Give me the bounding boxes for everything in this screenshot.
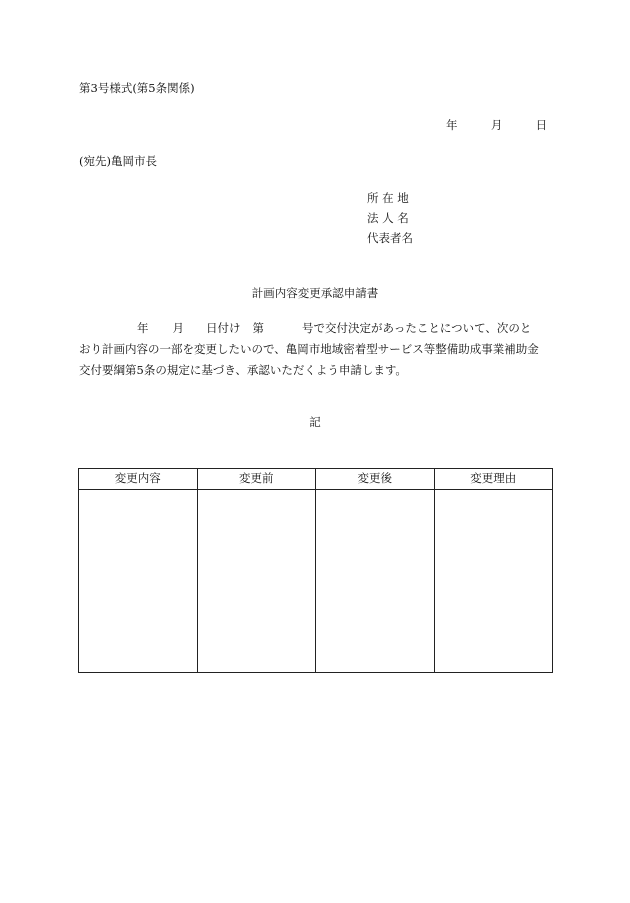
field-corporation-name-label: 法 人 名 <box>367 211 409 225</box>
header-before-change: 変更前 <box>197 469 316 490</box>
table-header-row <box>79 469 553 490</box>
body-line-2: おり計画内容の一部を変更したいので、亀岡市地域密着型サービス等整備助成事業補助金 <box>79 342 539 356</box>
body-line-3: 交付要綱第5条の規定に基づき、承認いただくよう申請します。 <box>79 363 407 377</box>
document-title: 計画内容変更承認申請書 <box>251 286 379 300</box>
header-change-content: 変更内容 <box>79 469 198 490</box>
table-row <box>79 490 553 673</box>
field-address-label: 所 在 地 <box>367 191 409 205</box>
field-representative-label: 代表者名 <box>367 231 413 245</box>
applicant-fields <box>367 193 413 253</box>
body-line-1 <box>79 323 553 344</box>
date-day-label: 日 <box>535 118 548 132</box>
date-year-label: 年 <box>446 118 458 132</box>
header-after-change: 変更後 <box>316 469 435 490</box>
body-number-prefix: 第 <box>252 321 264 335</box>
cell-before-change[interactable] <box>197 490 316 673</box>
form-number: 第3号様式(第5条関係) <box>79 81 195 95</box>
addressee: (宛先)亀岡市長 <box>79 154 157 168</box>
cell-after-change[interactable] <box>316 490 435 673</box>
date-month-label: 月 <box>490 118 503 132</box>
change-table <box>78 468 553 673</box>
header-change-reason: 変更理由 <box>434 469 553 490</box>
body-year-label: 年 <box>137 321 149 335</box>
cell-change-reason[interactable] <box>434 490 553 673</box>
ki-heading: 記 <box>309 415 321 429</box>
body-line-1-tail: 号で交付決定があったことについて、次のと <box>302 321 532 335</box>
date-line <box>446 120 547 132</box>
cell-change-content[interactable] <box>79 490 198 673</box>
body-text <box>79 323 553 386</box>
body-month-label: 月 <box>172 321 184 335</box>
body-date-label: 日付け <box>206 321 241 335</box>
